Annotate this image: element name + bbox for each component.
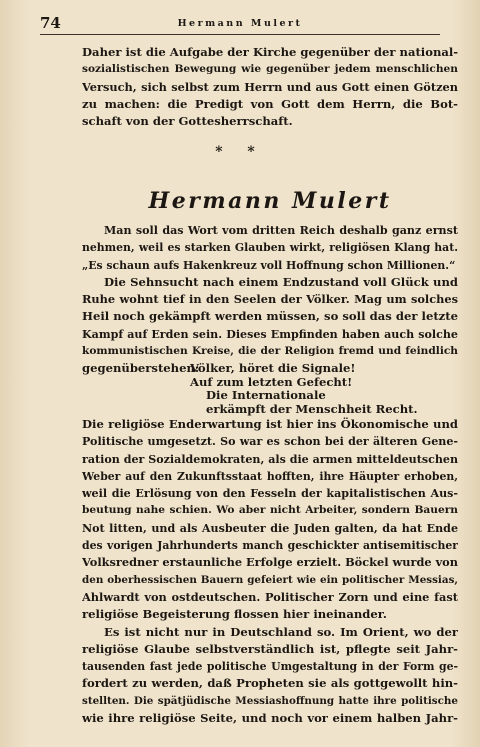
text-line: Heil noch gekämpft werden müssen, so soll das der letzte [82,309,458,324]
text-line: Weber auf den Zukunftsstaat hofften, ihre Häupter erhoben, [82,469,458,483]
text-line: kommunistischen Kreise, die der Religion fremd und feindlich [82,345,458,358]
text-line: religiöse Glaube selbstverständlich ist, pflegte seit Jahr- [82,641,458,656]
running-head: Hermann Mulert [177,18,303,29]
text-line: ration der Sozialdemokraten, als die armen mitteldeutschen [82,452,458,466]
text-line: sozialistischen Bewegung wie gegenüber jedem menschlichen [82,63,458,76]
text-line: den oberhessischen Bauern gefeiert wie ein politischer Messias, [82,573,458,586]
text-line: des vorigen Jahrhunderts manch geschickter antisemitischer [82,539,458,553]
intro-paragraph [82,44,458,130]
text-line: Ruhe wohnt tief in den Seelen der Völker. Mag um solches [82,292,458,307]
verse-line: erkämpft der Menschheit Recht. [206,401,418,416]
section-ornament: * * [215,144,265,160]
text-line: Die Sehnsucht nach einem Endzustand voll Glück und [104,274,458,289]
text-line: stellten. Die spätjüdische Messiashoffnung hatte ihre politische [82,694,458,707]
page-header [40,12,440,34]
quoted-verse [190,362,450,416]
text-line: fordert zu werden, daß Propheten sie als gottgewollt hin- [82,676,458,691]
text-line: tausenden fast jede politische Umgestaltung in der Form ge- [82,660,458,674]
verse-line: Die Internationale [206,388,326,402]
text-line: weil die Erlösung von den Fesseln der kapitalistischen Aus- [82,487,458,501]
text-line: wie ihre religiöse Seite, und noch vor einem halben Jahr- [82,711,458,726]
text-line: Daher ist die Aufgabe der Kirche gegenüber der national- [82,45,458,59]
text-line: Kampf auf Erden sein. Dieses Empfinden haben auch solche [82,327,458,341]
text-line: gegenüberstehen: [82,361,200,376]
text-line: Es ist nicht nur in Deutschland so. Im Orient, wo der [104,624,458,639]
text-line: Man soll das Wort vom dritten Reich deshalb ganz ernst [104,224,458,237]
text-line: Not litten, und als Ausbeuter die Juden galten, da hat Ende [82,521,458,535]
text-line: nehmen, weil es starken Glauben wirkt, religiösen Klang hat. [82,241,458,255]
text-line: beutung nahe schien. Wo aber nicht Arbeiter, sondern Bauern [82,504,458,517]
verse-line: Völker, höret die Signale! [190,361,356,375]
text-line: Versuch, sich selbst zum Herrn und aus Gott einen Götzen [82,79,458,94]
text-line: Politische umgesetzt. So war es schon bei der älteren Gene- [82,435,458,449]
header-rule [40,34,440,35]
section-heading: Hermann Mulert [148,188,392,214]
text-line: religiöse Begeisterung flossen hier ineinander. [82,607,387,622]
page-number: 74 [40,14,61,32]
text-line: schaft von der Gottesherrschaft. [82,114,293,129]
body-paragraph-2 [82,416,458,727]
text-line: Ahlwardt von ostdeutschen. Politischer Zorn und eine fast [82,589,458,604]
text-line: Volksredner erstaunliche Erfolge erzielt. Böckel wurde von [82,555,458,570]
text-line: Die religiöse Enderwartung ist hier ins Ökonomische und [82,417,458,431]
body-paragraph-1 [82,222,458,378]
text-line: „Es schaun aufs Hakenkreuz voll Hoffnung schon Millionen.“ [82,258,456,272]
verse-line: Auf zum letzten Gefecht! [190,374,353,389]
text-line: zu machen: die Predigt von Gott dem Herrn, die Bot- [82,96,458,111]
